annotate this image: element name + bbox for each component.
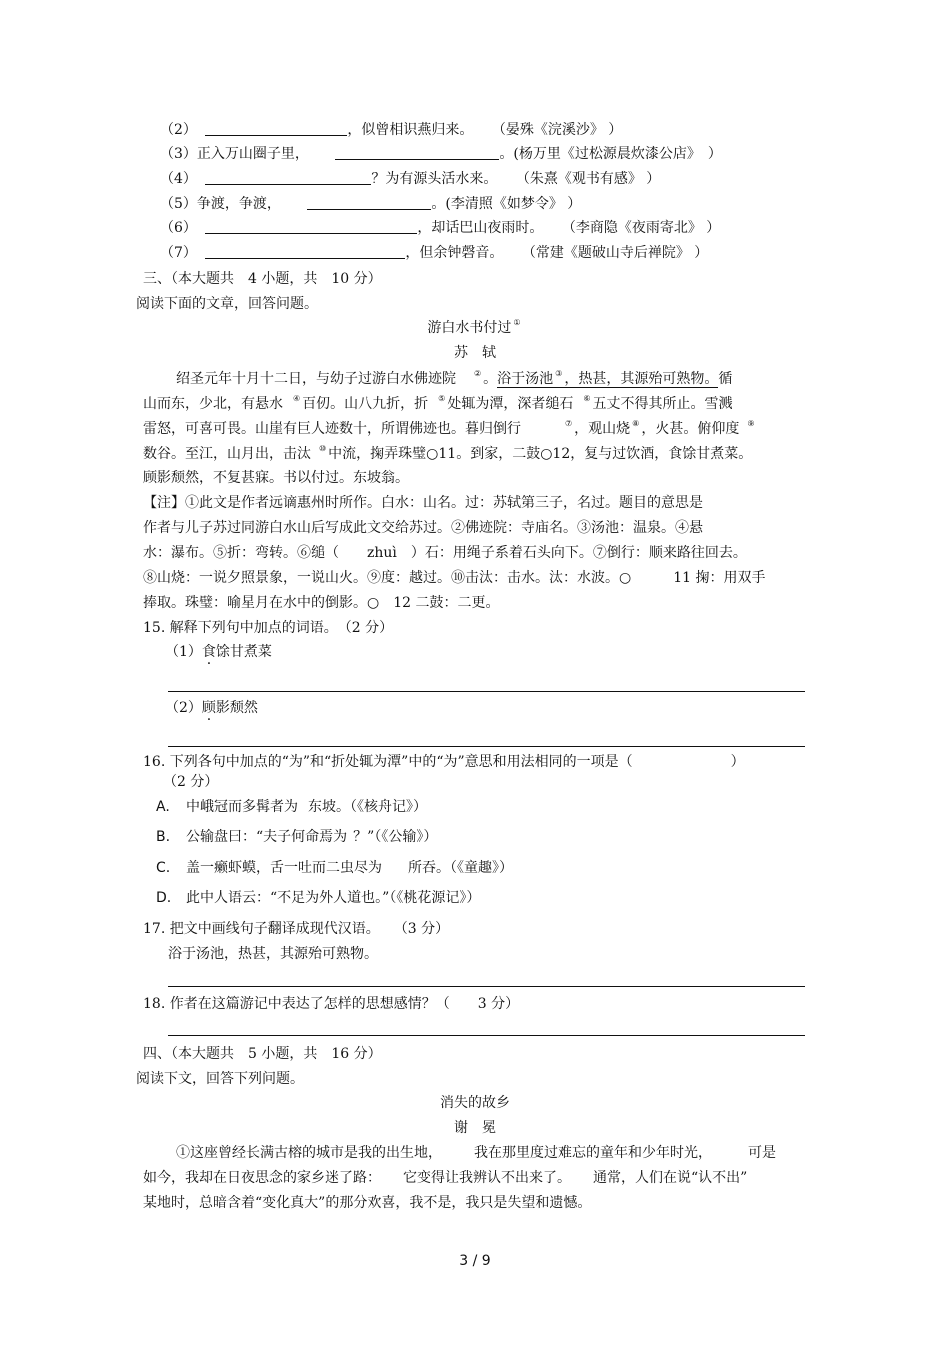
- answer-blank[interactable]: [205, 170, 371, 185]
- article-text: 中流，掬弄珠璧○11。到家，二鼓○12，复与过饮酒，食馀甘煮菜。: [328, 446, 753, 462]
- article-text: 山而东，少北，有悬水: [143, 396, 283, 412]
- note-line-3: 水：瀑布。⑤折：弯转。⑥缒（ zhuì ）石：用绳子系着石头向下。⑦倒行：顺来路往回去。: [143, 545, 747, 561]
- item-number: （1）: [165, 644, 202, 660]
- item-number: （6）: [160, 220, 197, 236]
- dotted-word: 顾: [201, 700, 216, 716]
- answer-blank[interactable]: [205, 121, 347, 136]
- article-title: [0, 319, 950, 339]
- article-text: 数谷。至江，山月出，击汰: [143, 446, 311, 462]
- option-d[interactable]: [156, 889, 480, 907]
- answer-blank[interactable]: [205, 244, 405, 259]
- poem-text: ？为有源头活水来。: [371, 171, 498, 187]
- note-line-2: 作者与儿子苏过同游白水山后写成此文交给苏过。②佛迹院：寺庙名。③汤池：温泉。④悬: [143, 520, 703, 536]
- answer-line[interactable]: [168, 986, 805, 987]
- option-label: B.: [156, 829, 171, 845]
- article-author: 苏 轼: [454, 345, 496, 361]
- poem-source: （晏殊《浣溪沙》 ）: [491, 122, 623, 138]
- question-16-stem: 16. 下列各句中加点的“为”和“折处辄为潭”中的“为”意思和用法相同的一项是（ ）: [143, 754, 745, 770]
- option-text: 中峨冠而多髯者为: [186, 799, 298, 815]
- item-number: （2）: [160, 122, 197, 138]
- option-b[interactable]: [156, 828, 437, 846]
- poem-source: （李商隐《夜雨寄北》 ）: [561, 220, 721, 236]
- footnote-marker: ⑧: [632, 419, 640, 428]
- item-text: 影颓然: [215, 700, 258, 716]
- question-15-item-2: [165, 699, 258, 717]
- option-label: D.: [156, 890, 172, 906]
- poem-source: (李清照《如梦令》 ）: [445, 196, 582, 212]
- poem-text: ，似曾相识燕归来。: [347, 122, 474, 138]
- footnote-marker: ②: [474, 369, 482, 378]
- article-text: 。: [483, 371, 498, 387]
- section-instruction: 阅读下文，回答下列问题。: [136, 1071, 304, 1087]
- article-text: 五丈不得其所止。雪溅: [592, 396, 733, 412]
- option-text: 此中人语云：“不足为: [186, 890, 320, 906]
- option-text: 公输盘曰：“夫子何命焉为: [186, 829, 348, 845]
- footnote-marker: ⑥: [583, 394, 591, 403]
- article-text: 通常，人们在说“认不出”: [593, 1170, 748, 1186]
- article-text: ①这座曾经长满古榕的城市是我的出生地，: [176, 1145, 442, 1161]
- footnote-marker: ⑩: [319, 444, 327, 453]
- article-text: 可是: [748, 1145, 776, 1161]
- item-number: （2）: [165, 700, 202, 716]
- article-text: 我在那里度过难忘的童年和少年时光，: [474, 1145, 712, 1161]
- poem-text: 。: [499, 146, 514, 162]
- option-text: 东坡。（《核舟记》）: [308, 799, 427, 815]
- poem-line-5: [160, 195, 581, 213]
- article-line-3: [143, 420, 757, 440]
- article-text: 循: [718, 371, 733, 387]
- article-text: ，观山烧: [574, 421, 631, 437]
- article-line-2: [143, 395, 733, 415]
- section-heading: 三、（本大题共 4 小题，共 10 分）: [143, 271, 382, 287]
- answer-line[interactable]: [168, 746, 805, 747]
- option-text: 外人道也。”（《桃花源记》）: [319, 890, 481, 906]
- article-line-3: 某地时，总暗含着“变化真大”的那分欢喜，我不是，我只是失望和遗憾。: [143, 1195, 592, 1211]
- footnote-marker: ④: [293, 394, 301, 403]
- section-heading: 四、（本大题共 5 小题，共 16 分）: [143, 1046, 382, 1062]
- poem-text: ，却话巴山夜雨时。: [417, 220, 544, 236]
- item-number: （3）: [160, 146, 197, 162]
- question-17-stem: 17. 把文中画线句子翻译成现代汉语。 （3 分）: [143, 921, 450, 937]
- article-title: 消失的故乡: [440, 1095, 510, 1111]
- poem-line-3: [160, 145, 722, 163]
- option-label: A.: [156, 799, 170, 815]
- poem-text: ，但余钟磬音。: [405, 245, 504, 261]
- article-line-4: [143, 445, 752, 465]
- poem-line-4: [160, 170, 660, 188]
- option-a[interactable]: [156, 798, 427, 816]
- question-15-item-1: [165, 643, 272, 661]
- article-line-5: 顾影颓然，不复甚寐。书以付过。东坡翁。: [143, 470, 409, 486]
- article-text: 绍圣元年十月十二日，与幼子过游白水佛迹院: [176, 371, 456, 387]
- question-16-score: （2 分）: [163, 774, 219, 790]
- article-line-1: [176, 370, 732, 390]
- option-text: 盖一癞虾蟆，舌一吐而二虫尽为: [186, 860, 382, 876]
- answer-blank[interactable]: [335, 145, 499, 160]
- answer-blank[interactable]: [307, 195, 431, 210]
- answer-blank[interactable]: [205, 219, 417, 234]
- article-text: 百仞。山八九折，折: [302, 396, 429, 412]
- article-title-text: 游白水书付过: [427, 320, 512, 336]
- poem-line-6: [160, 219, 720, 237]
- dotted-word: 食: [201, 644, 216, 660]
- poem-source: （朱熹《观书有感》 ）: [515, 171, 661, 187]
- underlined-sentence: [497, 371, 718, 388]
- article-text: 如今，我却在日夜思念的家乡迷了路：: [143, 1170, 381, 1186]
- article-text: ，火甚。俯仰度: [641, 421, 740, 437]
- article-text: 处辄为潭，深者缒石: [447, 396, 574, 412]
- item-number: （5）: [160, 196, 197, 212]
- article-text: 它变得让我辨认不出来了。: [403, 1170, 571, 1186]
- option-label: C.: [156, 860, 171, 876]
- answer-line[interactable]: [168, 1035, 805, 1036]
- poem-source: （常建《题破山寺后禅院》 ）: [521, 245, 709, 261]
- article-line-1: [176, 1144, 776, 1162]
- question-17-sentence: 浴于汤池，热甚，其源殆可熟物。: [168, 946, 378, 962]
- section-instruction: 阅读下面的文章，回答问题。: [136, 296, 318, 312]
- footnote-marker: ⑦: [565, 419, 573, 428]
- article-text: ，热甚，其源殆可熟物。: [564, 371, 719, 387]
- poem-line-7: [160, 244, 708, 262]
- poem-text: 。: [431, 196, 446, 212]
- footnote-marker: ⑤: [438, 394, 446, 403]
- article-author: 谢 冕: [454, 1120, 496, 1136]
- question-15-stem: 15. 解释下列句中加点的词语。 （2 分）: [143, 620, 394, 636]
- article-text: 浴于汤池: [497, 371, 554, 387]
- poem-line-2: [160, 121, 622, 139]
- item-number: （7）: [160, 245, 197, 261]
- note-line-1: 【注】①此文是作者远谪惠州时所作。白水：山名。过：苏轼第三子，名过。题目的意思是: [143, 495, 703, 511]
- page-number: 3 / 9: [459, 1253, 491, 1269]
- question-18-stem: 18. 作者在这篇游记中表达了怎样的思想感情？（ 3 分）: [143, 996, 520, 1012]
- article-text: 雷怒，可喜可畏。山崖有巨人迹数十，所谓佛迹也。暮归倒行: [143, 421, 521, 437]
- article-line-2: [143, 1169, 747, 1187]
- note-line-4: ⑧山烧：一说夕照景象，一说山火。⑨度：越过。⑩击汰：击水。汰：水波。○ 11 掬：用双手: [143, 570, 766, 586]
- item-number: （4）: [160, 171, 197, 187]
- item-text: 馀甘煮菜: [215, 644, 272, 660]
- footnote-marker: ⑨: [747, 419, 755, 428]
- note-line-5: 捧取。珠璧：喻星月在水中的倒影。○ 12 二鼓：二更。: [143, 595, 500, 611]
- poem-text: 争渡，争渡，: [196, 196, 281, 212]
- footnote-marker: ③: [555, 369, 563, 378]
- footnote-marker: ①: [513, 318, 521, 327]
- poem-text: 正入万山圈子里，: [196, 146, 309, 162]
- answer-line[interactable]: [168, 691, 805, 692]
- poem-source: (杨万里《过松源晨炊漆公店》 ）: [513, 146, 722, 162]
- option-text: ？”（《公输》）: [353, 829, 438, 845]
- option-c[interactable]: [156, 859, 513, 877]
- option-text: 所吞。（《童趣》）: [408, 860, 513, 876]
